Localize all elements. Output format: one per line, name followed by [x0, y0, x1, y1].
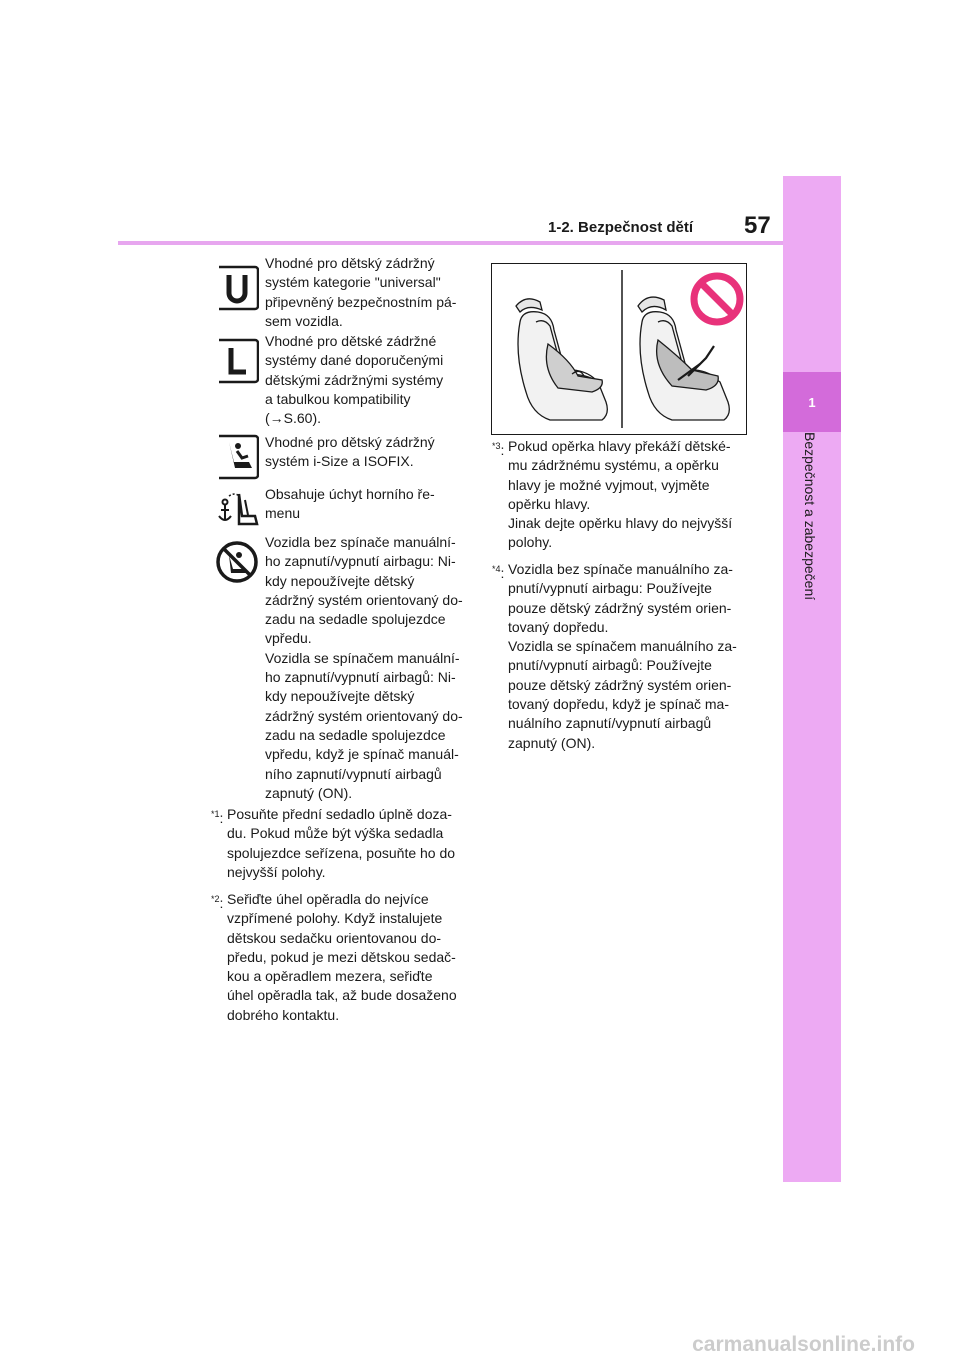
footnote-mark: $^{*3}$: [492, 441, 505, 458]
legend-text-isize: Vhodné pro dětský zádržný systém i-Size a ISOFIX. [265, 434, 435, 470]
universal-U-icon [215, 263, 259, 313]
watermark-text: carmanualsonline.info [692, 1333, 915, 1356]
limited-L-icon [215, 336, 259, 386]
chapter-tab [783, 176, 841, 1182]
no-rear-facing-seat-icon [215, 537, 259, 587]
header-rule [118, 241, 783, 245]
legend-text-tether: Obsahuje úchyt horního ře- menu [265, 486, 435, 522]
footnote-mark: $^{*2}$: [211, 894, 224, 911]
legend-text-no-rear-facing: Vozidla bez spínače manuální- ho zapnutí/vypnutí airbagu: Ni- kdy nepoužívejte dětský zádržný systém orientovaný do- zadu na sedadle spolujezdce vpředu. Vozidla se spínačem manuální- ho zapnutí/vypnutí airbagů: Ni- kdy nepoužívejte dětský zádržný systém orientovaný do- zadu na sedadle spolujezdce vpředu, když je spínač manuál- ního zapnutí/vypnutí airbagů zapnutý (ON). [265, 534, 463, 801]
footer [0, 1335, 960, 1358]
section-title: 1-2. Bezpečnost dětí [548, 219, 694, 236]
footnote-mark: $^{*4}$: [492, 564, 505, 581]
seat-left-illustration [516, 299, 607, 420]
page-number: 57 [744, 212, 771, 239]
top-tether-anchor-icon [215, 488, 259, 538]
prohibited-sign-icon [694, 276, 740, 322]
legend-text-limited: Vhodné pro dětské zádržné systémy dané doporučenými dětskými zádržnými systémy a tabulkou kompatibility (→S.60). [265, 333, 444, 427]
isize-isofix-icon [215, 432, 259, 482]
footnote-mark: $^{*1}$: [211, 809, 224, 826]
legend-text-universal: Vhodné pro dětský zádržný systém kategorie "universal" připevněný bezpečnostním pá- sem vozidla. [265, 255, 457, 329]
headrest-illustration [491, 263, 747, 435]
chapter-title: Bezpečnost a zabezpečení [802, 432, 818, 601]
chapter-number: 1 [783, 372, 841, 432]
